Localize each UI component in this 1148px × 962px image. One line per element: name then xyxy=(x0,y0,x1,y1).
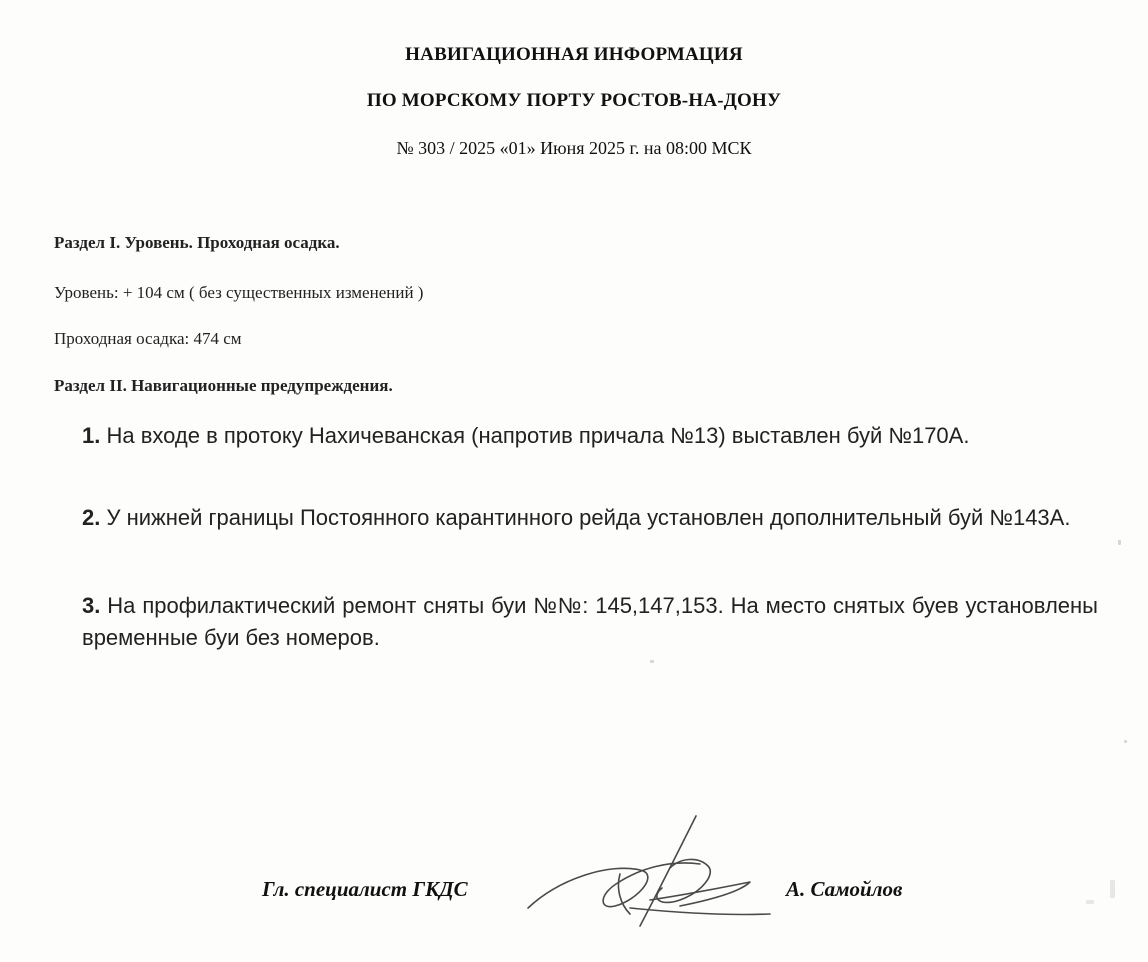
warning-number: 1. xyxy=(82,423,101,448)
section2-heading: Раздел II. Навигационные предупреждения. xyxy=(54,376,393,395)
scan-speck xyxy=(1124,740,1127,743)
warning-item xyxy=(82,420,1098,452)
warning-item xyxy=(82,590,1098,654)
scan-speck xyxy=(1086,900,1094,904)
document-title-line2: ПО МОРСКОМУ ПОРТУ РОСТОВ-НА-ДОНУ xyxy=(366,90,782,111)
scan-speck xyxy=(1110,880,1115,898)
warning-text: У нижней границы Постоянного карантинного рейда установлен дополнительный буй №143А. xyxy=(106,505,1071,530)
water-level: Уровень: + 104 см ( без существенных изменений ) xyxy=(54,283,424,302)
warning-item xyxy=(82,502,1098,534)
handwritten-signature xyxy=(520,808,800,938)
scan-speck xyxy=(1118,540,1121,545)
issue-number-date: № 303 / 2025 «01» Июня 2025 г. на 08:00 МСК xyxy=(396,138,752,158)
warning-number: 3. xyxy=(82,593,101,618)
passing-draft: Проходная осадка: 474 см xyxy=(54,329,242,348)
document-title-line1: НАВИГАЦИОННАЯ ИНФОРМАЦИЯ xyxy=(405,44,743,65)
signatory-name: А. Самойлов xyxy=(786,877,903,901)
warning-number: 2. xyxy=(82,505,101,530)
warning-text: На профилактический ремонт сняты буи №№: 145,147,153. На место снятых буев установлены временные буи без номеров. xyxy=(82,593,1098,650)
warning-text: На входе в протоку Нахичеванская (напротив причала №13) выставлен буй №170А. xyxy=(106,423,970,448)
signatory-title: Гл. специалист ГКДС xyxy=(262,877,468,901)
section1-heading: Раздел I. Уровень. Проходная осадка. xyxy=(54,233,340,252)
scan-speck xyxy=(650,660,654,663)
